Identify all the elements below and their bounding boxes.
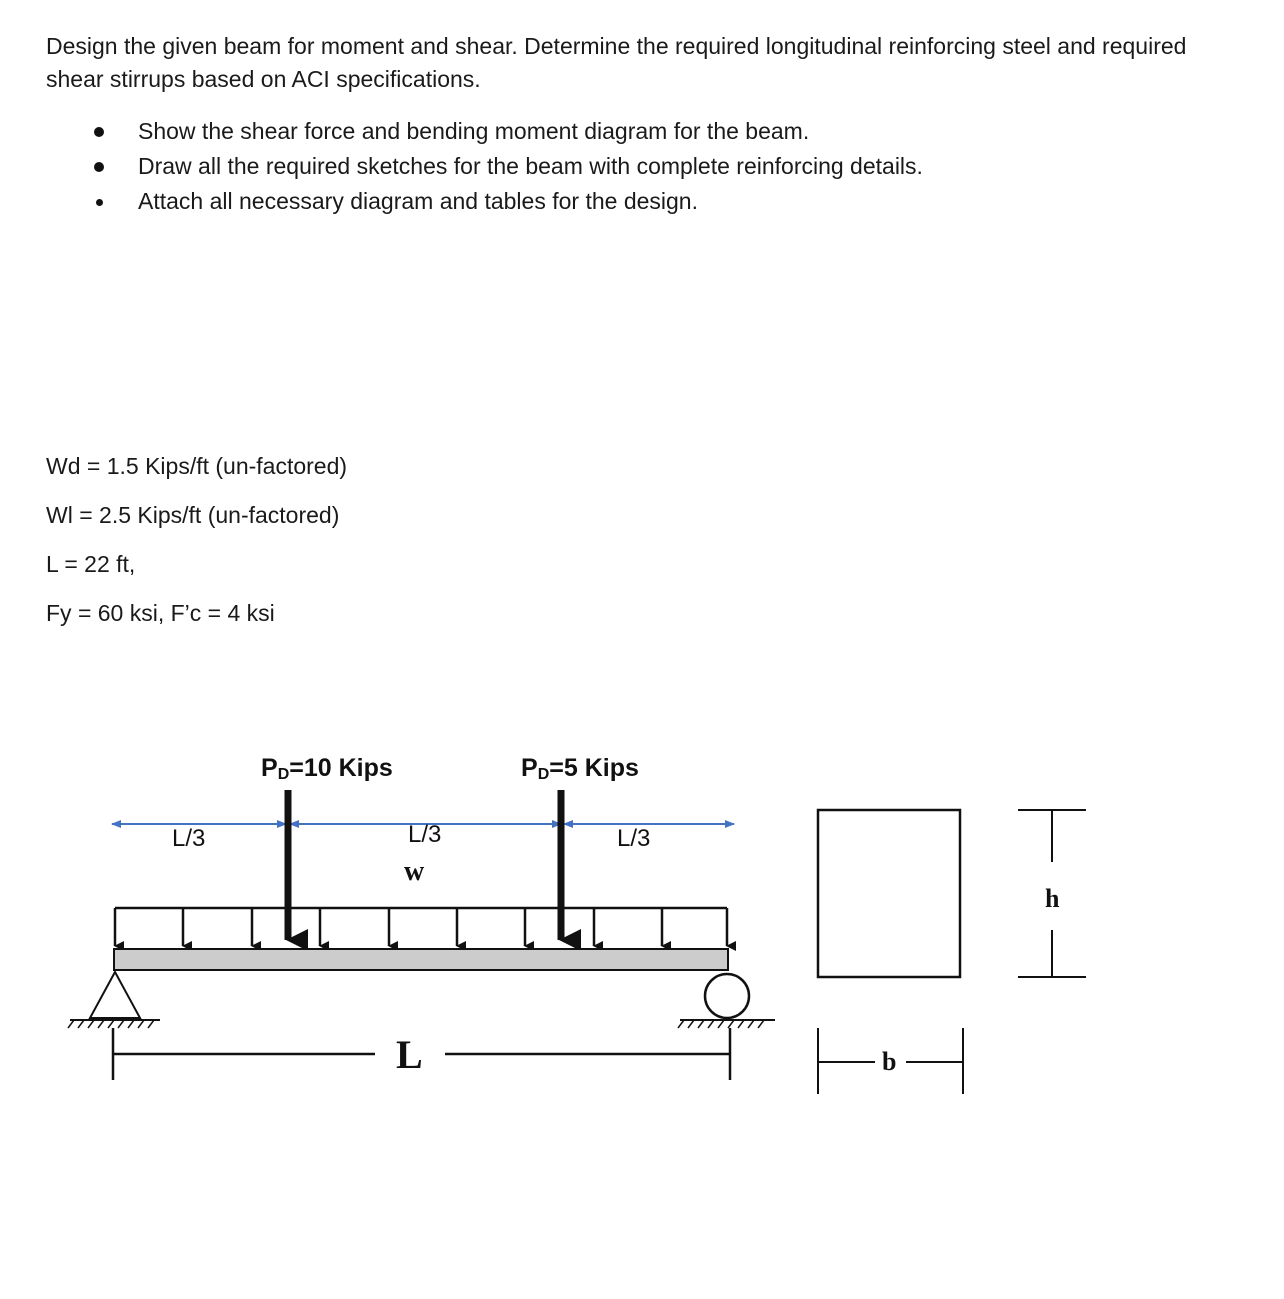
roller-support: [678, 974, 775, 1028]
height-label: h: [1045, 884, 1060, 913]
problem-intro: Design the given beam for moment and shear. Determine the required longitudinal reinforcing steel and required shear stirrups based on ACI specifications.: [46, 33, 1187, 92]
span-label-3: L/3: [617, 825, 651, 852]
distributed-load-label: w: [404, 856, 425, 887]
pin-support: [68, 972, 160, 1028]
width-label: b: [882, 1047, 897, 1076]
length-label: L: [396, 1032, 423, 1077]
param-dead-load: Wd = 1.5 Kips/ft (un-factored): [46, 453, 348, 479]
span-label-1: L/3: [172, 825, 206, 852]
point-load-1-label: PD=10 Kips: [261, 754, 393, 783]
point-load-2-label: PD=5 Kips: [521, 754, 639, 783]
param-span-length: L = 22 ft,: [46, 551, 136, 577]
beam: [114, 949, 728, 970]
param-material-strengths: Fy = 60 ksi, F’c = 4 ksi: [46, 600, 275, 626]
param-live-load: Wl = 2.5 Kips/ft (un-factored): [46, 502, 340, 528]
span-label-2: L/3: [408, 821, 442, 848]
instruction-text: Attach all necessary diagram and tables for the design.: [138, 188, 698, 214]
distributed-load: [115, 908, 727, 946]
instruction-text: Show the shear force and bending moment diagram for the beam.: [138, 118, 810, 144]
beam-cross-section: [818, 810, 960, 977]
instruction-text: Draw all the required sketches for the beam with complete reinforcing details.: [138, 153, 923, 179]
